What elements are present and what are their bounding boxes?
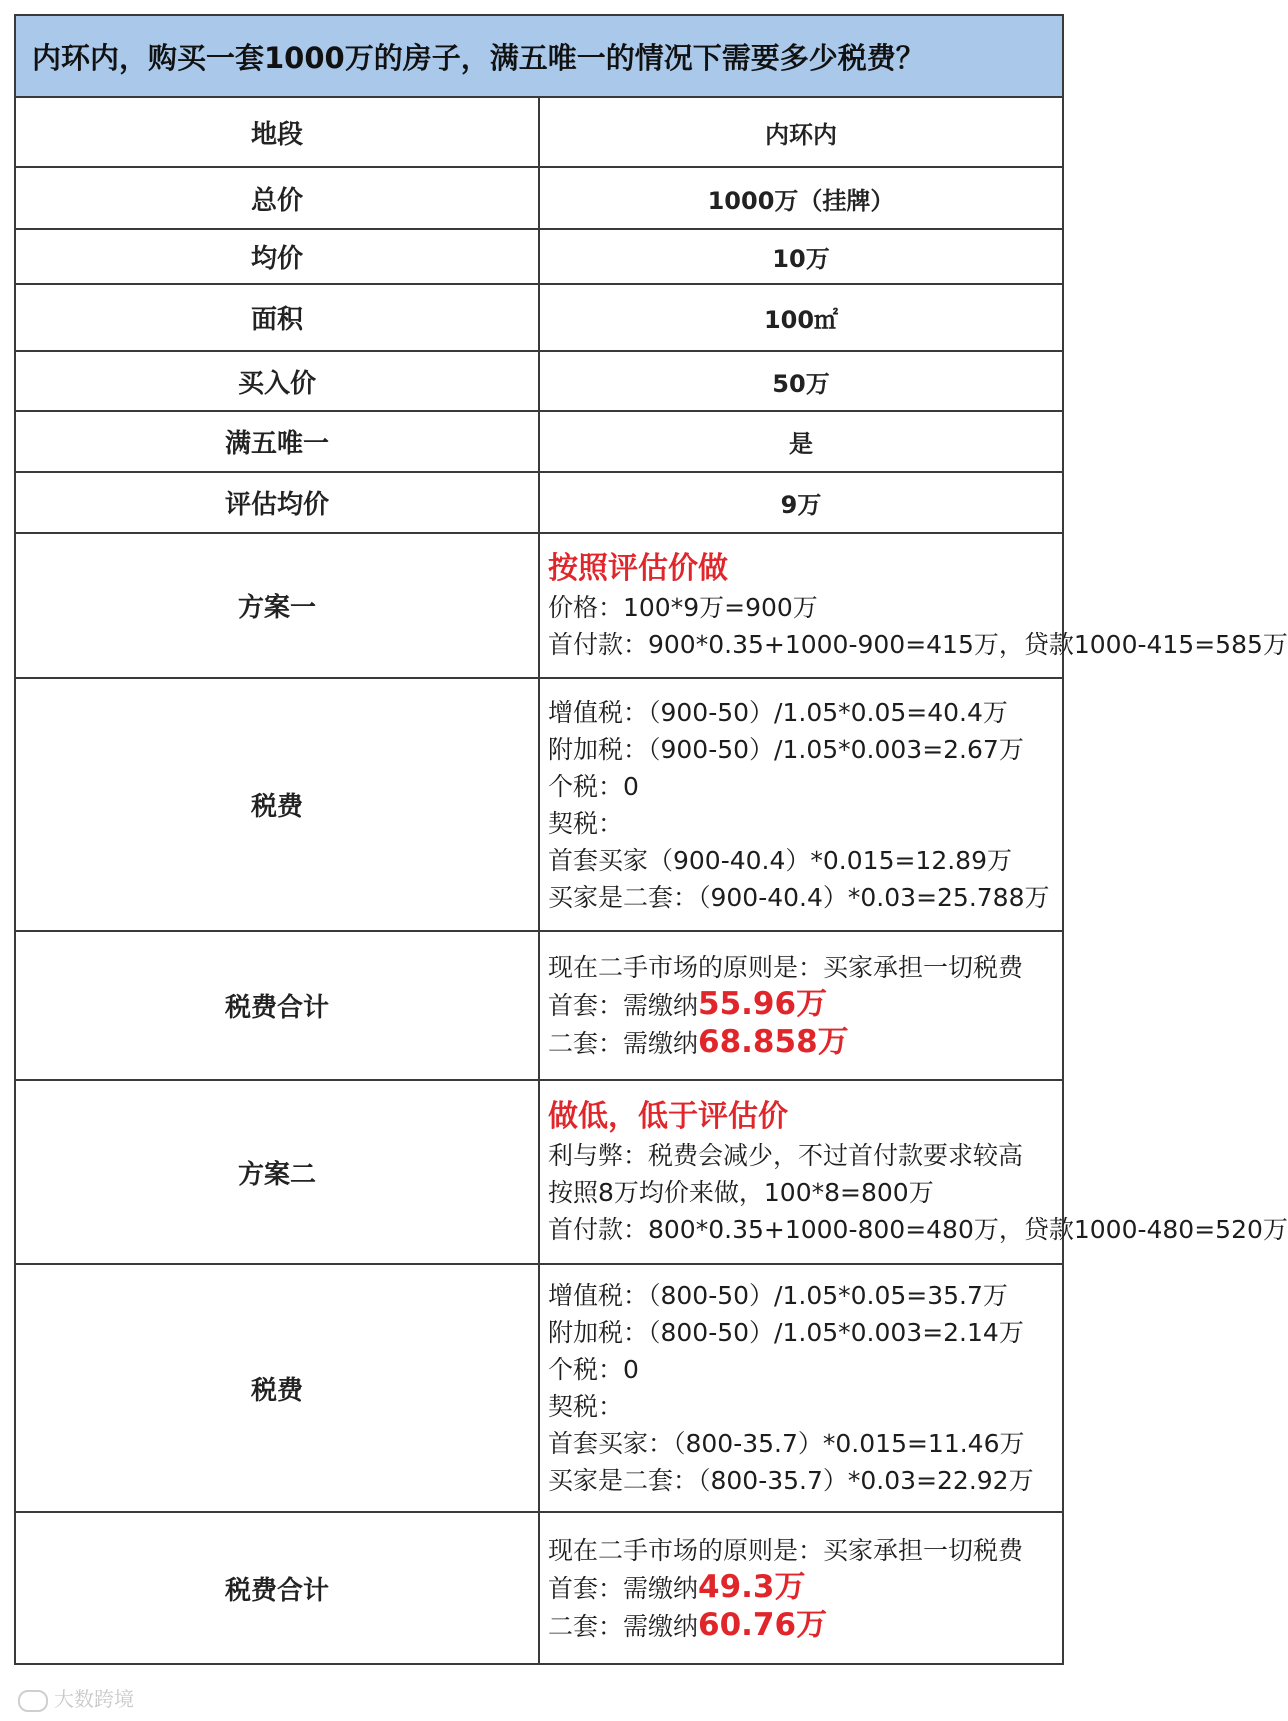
plan2-line: 按照8万均价来做，100*8=800万 (548, 1177, 934, 1207)
fees1-line: 买家是二套：（900-40.4）*0.03=25.788万 (548, 882, 1050, 912)
row-label-unit-price: 均价 (15, 229, 539, 284)
watermark-text: 大数跨境 (54, 1687, 134, 1711)
total1-first-prefix: 首套：需缴纳 (548, 991, 699, 1020)
total2-intro: 现在二手市场的原则是：买家承担一切税费 (548, 1535, 1024, 1565)
logo-icon (18, 1690, 48, 1712)
fees1-content (539, 678, 1063, 931)
row-value-location: 内环内 (539, 97, 1063, 167)
row-label-total-price: 总价 (15, 167, 539, 229)
tax-table-sheet (14, 14, 1288, 1665)
plan1-row (15, 533, 1063, 678)
total2-first-prefix: 首套：需缴纳 (548, 1573, 699, 1603)
watermark (18, 1683, 134, 1712)
total1-first-amount: 55.96万 (698, 986, 828, 1022)
total2-row (15, 1512, 1063, 1664)
fees1-line: 增值税：（900-50）/1.05*0.05=40.4万 (548, 697, 1008, 727)
total2-second-amount: 60.76万 (698, 1606, 828, 1643)
table-row (15, 167, 1063, 229)
table-row (15, 229, 1063, 284)
total2-first-amount: 49.3万 (698, 1568, 806, 1605)
fees1-line: 个税：0 (548, 771, 639, 801)
table-row (15, 284, 1063, 351)
table-row (15, 97, 1063, 167)
total2-second (548, 1607, 1062, 1645)
total1-second (548, 1024, 1062, 1062)
fees2-line: 附加税：（800-50）/1.05*0.003=2.14万 (548, 1318, 1024, 1347)
tax-table (14, 14, 1288, 1665)
row-label-area: 面积 (15, 284, 539, 351)
plan1-line: 价格：100*9万=900万 (548, 592, 818, 622)
row-label-location: 地段 (15, 97, 539, 167)
fees1-row (15, 678, 1063, 931)
total2-label: 税费合计 (15, 1512, 539, 1664)
fees2-line: 个税：0 (548, 1355, 639, 1384)
fees2-row (15, 1264, 1063, 1512)
fees2-line: 首套买家：（800-35.7）*0.015=11.46万 (548, 1429, 1025, 1458)
plan2-line: 首付款：800*0.35+1000-800=480万，贷款1000-480=520万 (548, 1214, 1288, 1244)
total1-first (548, 986, 1062, 1024)
fees2-line: 增值税：（800-50）/1.05*0.05=35.7万 (548, 1281, 1008, 1310)
fees1-label: 税费 (15, 678, 539, 931)
table-row (15, 411, 1063, 472)
total2-content (539, 1512, 1063, 1664)
fees2-content (539, 1264, 1063, 1512)
fees1-line: 首套买家（900-40.4）*0.015=12.89万 (548, 845, 1012, 875)
fees2-label: 税费 (15, 1264, 539, 1512)
row-label-buy-price: 买入价 (15, 351, 539, 411)
table-row (15, 351, 1063, 411)
plan2-heading: 做低，低于评估价 (548, 1098, 788, 1134)
table-row (15, 472, 1063, 533)
table-title: 内环内，购买一套1000万的房子，满五唯一的情况下需要多少税费？ (15, 15, 1063, 97)
row-value-appraised-price: 9万 (539, 472, 1063, 533)
plan2-content (539, 1080, 1288, 1264)
fees2-line: 买家是二套：（800-35.7）*0.03=22.92万 (548, 1466, 1034, 1495)
row-value-total-price: 1000万（挂牌） (539, 167, 1063, 229)
title-row (15, 15, 1063, 97)
plan1-label: 方案一 (15, 533, 539, 678)
plan1-heading: 按照评估价做 (548, 550, 728, 586)
row-value-unit-price: 10万 (539, 229, 1063, 284)
total1-content (539, 931, 1063, 1080)
row-value-area: 100㎡ (539, 284, 1063, 351)
fees2-line: 契税： (548, 1392, 624, 1421)
total1-row (15, 931, 1063, 1080)
total1-second-amount: 68.858万 (698, 1024, 849, 1060)
plan2-row (15, 1080, 1063, 1264)
plan1-content (539, 533, 1288, 678)
plan2-line: 利与弊：税费会减少，不过首付款要求较高 (548, 1140, 1024, 1170)
plan2-label: 方案二 (15, 1080, 539, 1264)
total2-first (548, 1569, 1062, 1607)
total1-intro: 现在二手市场的原则是：买家承担一切税费 (548, 953, 1024, 982)
row-label-five-unique: 满五唯一 (15, 411, 539, 472)
plan1-line: 首付款：900*0.35+1000-900=415万，贷款1000-415=585万 (548, 629, 1288, 659)
row-label-appraised-price: 评估均价 (15, 472, 539, 533)
fees1-line: 附加税：（900-50）/1.05*0.003=2.67万 (548, 734, 1024, 764)
total1-label: 税费合计 (15, 931, 539, 1080)
total1-second-prefix: 二套：需缴纳 (548, 1029, 699, 1058)
fees1-line: 契税： (548, 808, 624, 838)
row-value-buy-price: 50万 (539, 351, 1063, 411)
row-value-five-unique: 是 (539, 411, 1063, 472)
total2-second-prefix: 二套：需缴纳 (548, 1611, 699, 1641)
